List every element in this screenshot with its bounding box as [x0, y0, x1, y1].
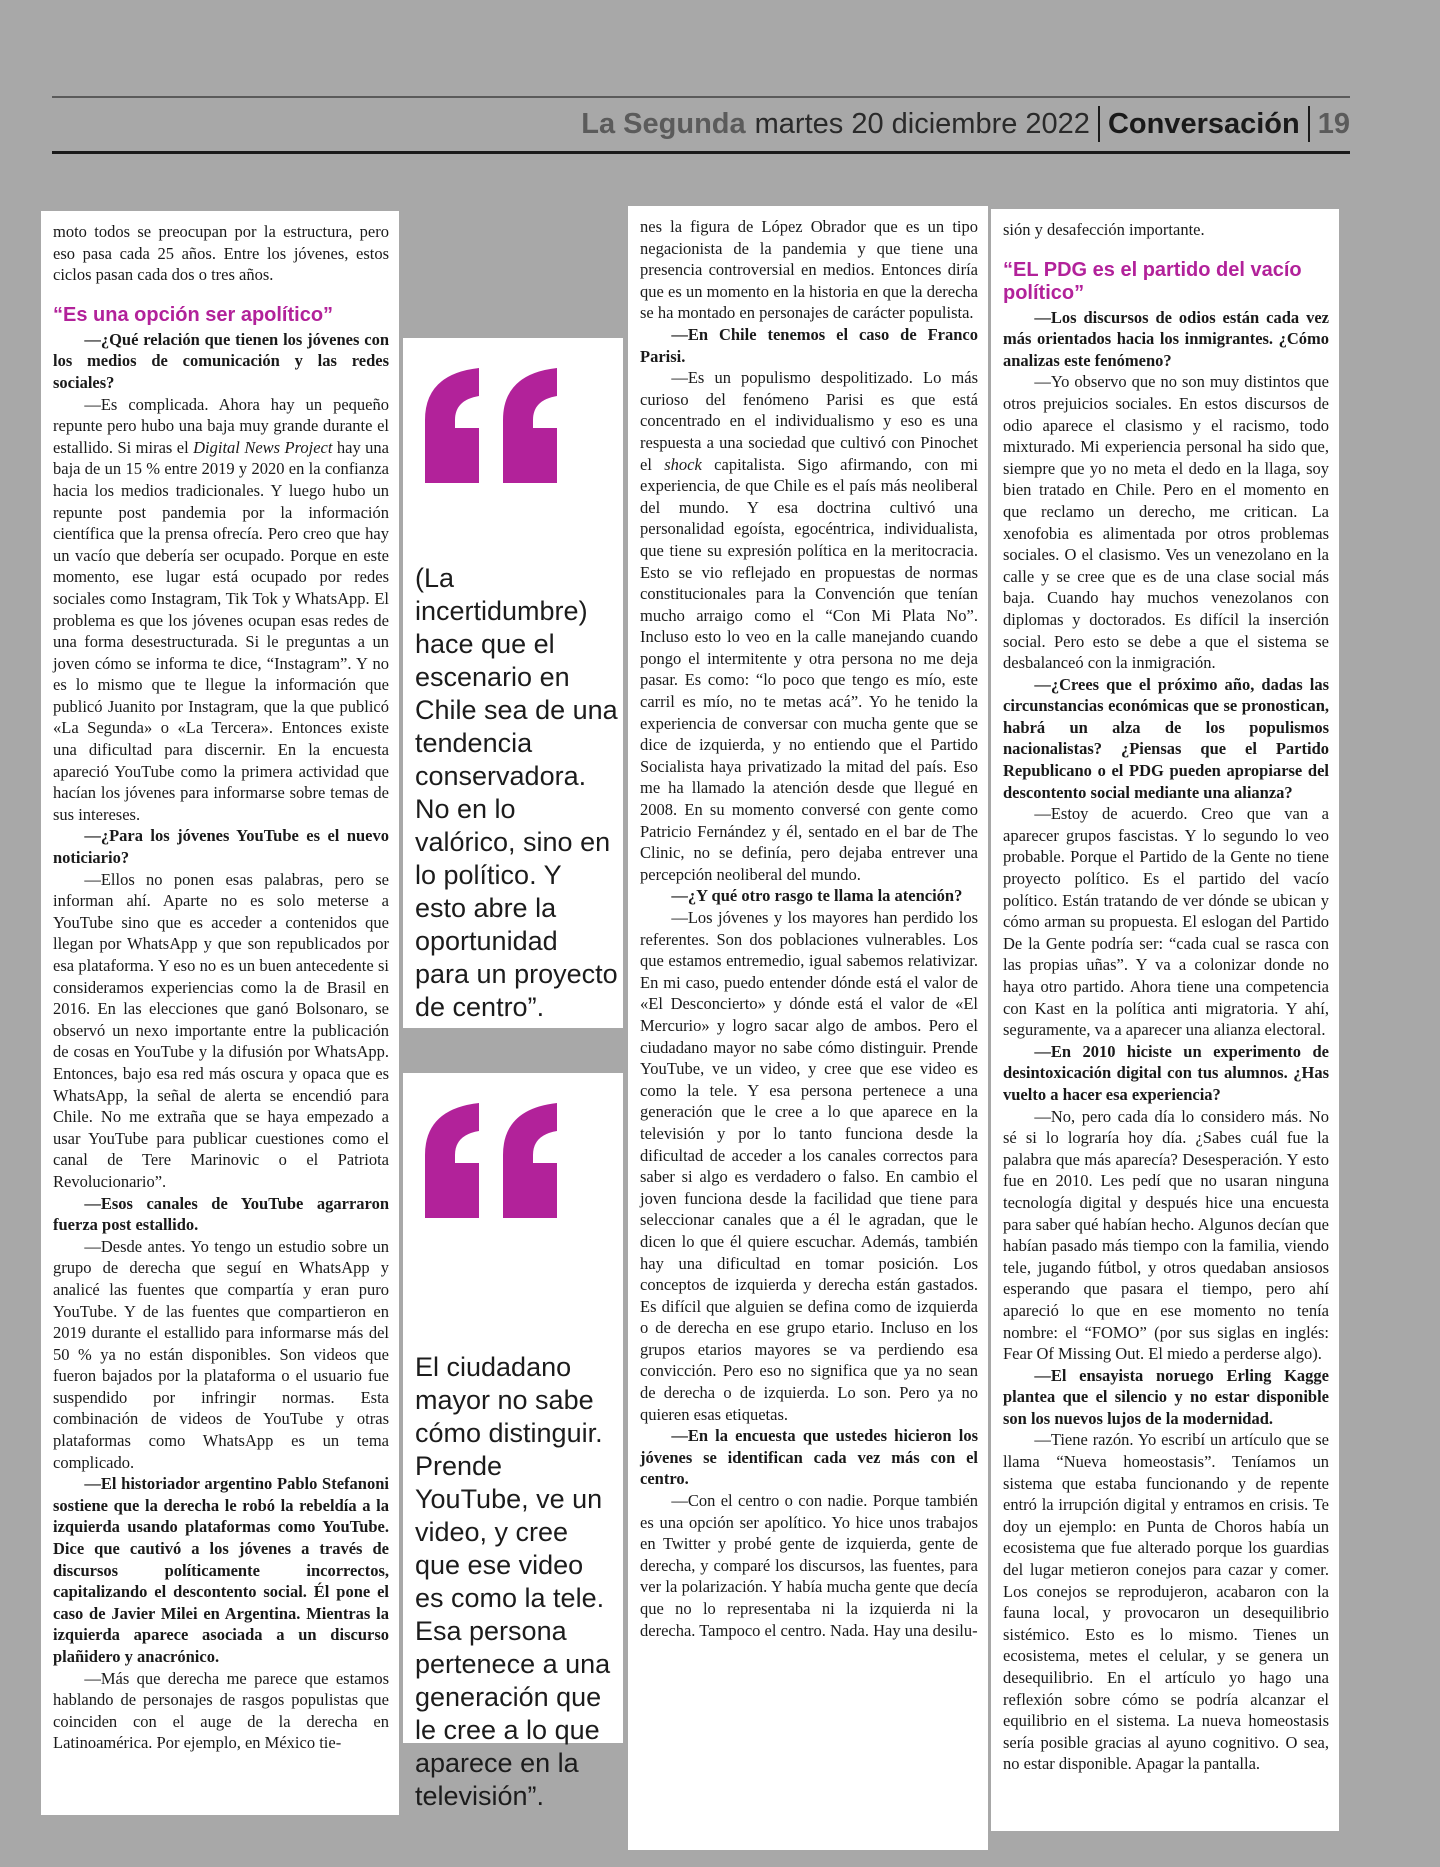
pull-quote-text: El ciudadano mayor no sabe cómo distinguir. Prende YouTube, ve un video, y cree que ese video es como la tele. Esa persona pertenece a una generación que le cree a lo que aparece en la televisión”. — [415, 1352, 611, 1811]
interview-answer: —No, pero cada día lo considero más. No sé si lo lograría hoy día. ¿Sabes cuál fue la palabra que más aparecía? Desesperación. Y esto fue en 2010. Les pedí que no usaran ninguna tecnología digital y después hice una encuesta para saber qué habían hecho. Algunos decían que habían pasado más tiempo con la familia, viendo tele, jugando fútbol, y otros quedaban ansiosos esperando que pasara el tiempo, pero ahí apareció lo que en ese momento no tenía nombre: el “FOMO” (por sus siglas en inglés: Fear Of Missing Out. El miedo a perderse algo). — [1003, 1106, 1329, 1364]
subheading: “Es una opción ser apolítico” — [53, 303, 334, 326]
interview-answer: —Es complicada. Ahora hay un pequeño repunte pero hubo una baja muy grande durante el estallido. Si miras el Digital News Project hay una baja de un 15 % entre 2019 y 2020 en la confianza hacia los medios tradicionales. Y luego hubo un repunte post pandemia por la información científica que la prensa ofrecía. Pero creo que hay un vacío que debería ser ocupado. Porque en este momento, ese lugar está ocupado por redes sociales como Instagram, Tik Tok y WhatsApp. El problema es que los jóvenes ocupan esas redes de una forma desestructurada. Si le preguntas a un joven cómo se informa te dice, “Instagram”. Y no es lo mismo que te llegue la información que publicó Juanito por Instagram, que la que publicó «La Segunda» o «La Tercera». Entonces existe una dificultad para discernir. En la encuesta apareció YouTube como la primera actividad que hacían los jóvenes para informarse sobre temas de sus intereses. — [53, 394, 389, 824]
interview-question: —En la encuesta que ustedes hicieron los jóvenes se identifican cada vez más con el centro. — [640, 1426, 978, 1489]
interview-answer: —Yo observo que no son muy distintos que otros prejuicios sociales. En estos discursos de odio aparece el clasismo y el racismo, todo mixturado. Mi experiencia personal ha sido que, siempre que yo no meta el dedo en la llaga, soy bien tratado en Chile. Pero en el momento en que reclamo un derecho, me critican. La xenofobia es alimentada por otros problemas sociales. O el clasismo. Ves un venezolano en la calle y se cree que es de una clase social más baja. Cuando hay muchos venezolanos con diplomas y doctorados. Es difícil la inserción social. Pero esto se debe a que el sistema se desbalanceó con la inmigración. — [1003, 372, 1329, 673]
interview-answer: —Tiene razón. Yo escribí un artículo que se llama “Nueva homeostasis”. Teníamos un sistema que estaba funcionando y de repente entró la irrupción digital y entramos en crisis. Te doy un ejemplo: en Punta de Choros había un ecosistema que fue alterado porque los guardias del lugar metieron conejos para cazar y comer. Los conejos se reprodujeron, acabaron con la fauna local, y provocaron un desequilibrio sistémico. Esto es lo mismo. Tienes un ecosistema, metes el celular, y se genera un desequilibrio. En el artículo yo hago una reflexión sobre cómo se podría alcanzar el equilibrio en el sistema. La nueva homeostasis sería posible gracias al ayuno cognitivo. O sea, no estar disponible. Apagar la pantalla. — [1003, 1430, 1329, 1774]
quote-mark-icon — [417, 358, 567, 488]
article-column-1 — [41, 211, 399, 1815]
article-column-4 — [991, 209, 1339, 1831]
interview-answer: —Más que derecha me parece que estamos hablando de personajes de rasgos populistas que coinciden con el auge de la derecha en Latinoamérica. Por ejemplo, en México tie- — [53, 1668, 389, 1753]
paragraph: nes la figura de López Obrador que es un tipo negacionista de la pandemia y que tiene una presencia controversial en medios. Entonces diría que es un momento en la historia en que la derecha se ha montado en personajes de carácter populista. — [640, 217, 978, 323]
interview-question: —Los discursos de odios están cada vez más orientados hacia los inmigrantes. ¿Cómo analizas este fenómeno? — [1003, 307, 1329, 370]
interview-question: —¿Y qué otro rasgo te llama la atención? — [671, 886, 963, 906]
page-number: 19 — [1317, 107, 1350, 140]
paragraph: moto todos se preocupan por la estructura, pero eso pasa cada 25 años. Entre los jóvenes, estos ciclos pasan cada dos o tres años. — [53, 222, 389, 285]
interview-question: —Esos canales de YouTube agarraron fuerza post estallido. — [53, 1193, 389, 1235]
subheading: “EL PDG es el partido del vacío político” — [1003, 258, 1302, 304]
interview-answer: —Los jóvenes y los mayores han perdido los referentes. Son dos poblaciones vulnerables. Los que estamos entremedio, igual sabemos relativizar. En mi caso, puedo entender dónde está el valor de «El Desconcierto» y dónde está el valor de «El Mercurio» y logro sacar algo de ambos. Pero el ciudadano mayor no sabe cómo distinguir. Prende YouTube, ve un video, y cree que ese video es como la tele. Y esa persona pertenece a una generación que le cree a lo que aparece en la televisión y por lo tanto funciona desde la dificultad de acceder a los canales correctos para saber si algo es verdadero o falso. En cambio el joven funciona desde la facilidad que tiene para seleccionar canales que a él le agradan, que le dicen lo que él quiere escuchar. Además, también hay una dificultad en tomar posición. Los conceptos de izquierda y derecha están gastados. Es difícil que alguien se defina como de izquierda o de derecha en ese grupo etario. Incluso en los grupos etarios mayores se va perdiendo esa convicción. Pero eso no significa que ya no sean de derecha o de izquierda. Lo son. Pero ya no quieren esas etiquetas. — [640, 908, 978, 1424]
interview-question: —El ensayista noruego Erling Kagge plantea que el silencio y no estar disponible son los nuevos lujos de la modernidad. — [1003, 1365, 1329, 1428]
interview-question: —¿Para los jóvenes YouTube es el nuevo noticiario? — [53, 826, 389, 868]
pull-quote-2 — [403, 1073, 623, 1811]
interview-question: —En 2010 hiciste un experimento de desintoxicación digital con tus alumnos. ¿Has vuelto a hacer esa experiencia? — [1003, 1041, 1329, 1104]
interview-answer: —Estoy de acuerdo. Creo que van a aparecer grupos fascistas. Y lo segundo lo veo probable. Porque el Partido de la Gente no tiene proyecto político. Es el partido del vacío político. Están tratando de ver dónde se ubican y cómo arman su propuesta. El eslogan del Partido De la Gente podría ser: “cada cual se rasca con las propias uñas”. Y va a colonizar donde no haya otro partido. Ahora tiene una competencia con Kast en la política anti migratoria. Y ahí, seguramente, va a aparecer una alianza electoral. — [1003, 804, 1329, 1040]
section-name: Conversación — [1107, 107, 1300, 140]
paragraph: sión y desafección importante. — [1003, 220, 1205, 239]
pull-quote-text: (La incertidumbre) hace que el escenario en Chile sea de una tendencia conservadora. No en lo valórico, sino en lo político. Y esto abre la oportunidad para un proyecto de centro”. — [415, 563, 618, 1022]
masthead-divider — [1308, 106, 1310, 142]
interview-answer: —Ellos no ponen esas palabras, pero se informan ahí. Aparte no es solo meterse a YouTube sino que es acceder a contenidos que llegan por WhatsApp y que son republicados por esa plataforma. Y eso no es un buen antecedente si consideramos experiencias como la de Brasil en 2016. En las elecciones que ganó Bolsonaro, se observó un nexo importante entre la publicación de cosas en YouTube y la difusión por WhatsApp. Entonces, bajo esa red más oscura y opaca que es WhatsApp, la señal de alerta se encendió para Chile. No me extraña que se haya empezado a usar YouTube para publicar cuestiones como el canal de Tere Marinovic o el Patriota Revolucionario”. — [53, 869, 389, 1191]
masthead-divider — [1098, 106, 1100, 142]
quote-mark-icon — [417, 1093, 567, 1223]
interview-question: —El historiador argentino Pablo Stefanoni sostiene que la derecha le robó la rebeldía a la izquierda usando plataformas como YouTube. Dice que cautivó a los jóvenes a través de discursos políticamente incorrectos, capitalizando el descontento social. Él pone el caso de Javier Milei en Argentina. Mientras la izquierda aparece asociada a un discurso plañidero y anacrónico. — [53, 1474, 389, 1666]
masthead — [581, 104, 1350, 144]
issue-date: martes 20 diciembre 2022 — [754, 107, 1090, 140]
pull-quote-1 — [403, 338, 623, 1028]
interview-answer: —Con el centro o con nadie. Porque también es una opción ser apolítico. Yo hice unos trabajos en Twitter y probé gente de izquierda, gente de derecha, y comparé los discursos, las fuentes, para ver la polarización. Y había mucha gente que decía que no lo representaba ni la izquierda ni la derecha. Tampoco el centro. Nada. Hay una desilu- — [640, 1491, 978, 1640]
interview-answer: —Desde antes. Yo tengo un estudio sobre un grupo de derecha que seguí en WhatsApp y analicé las fuentes que compartía y eran puro YouTube. Y de las fuentes que compartieron en 2019 durante el estallido para informarse más del 50 % ya no están disponibles. Son videos que fueron bajados por la plataforma o el usuario fue suspendido por infringir normas. Esta combinación de videos de YouTube y otras plataformas como WhatsApp es un tema complicado. — [53, 1236, 389, 1472]
header-rule-bottom — [52, 151, 1350, 154]
newspaper-name: La Segunda — [581, 107, 746, 140]
header-rule-top — [52, 96, 1350, 98]
interview-question: —¿Crees que el próximo año, dadas las circunstancias económicas que se pronostican, habrá un alza de los populismos nacionalistas? ¿Piensas que el Partido Republicano o el PDG pueden apropiarse del descontento social mediante una alianza? — [1003, 674, 1329, 802]
interview-question: —¿Qué relación que tienen los jóvenes con los medios de comunicación y las redes sociales? — [53, 329, 389, 392]
interview-question: —En Chile tenemos el caso de Franco Parisi. — [640, 324, 978, 366]
article-column-3 — [628, 206, 988, 1850]
interview-answer: —Es un populismo despolitizado. Lo más curioso del fenómeno Parisi es que está concentrado en el individualismo y eso es una respuesta a una sociedad que cultivó con Pinochet el shock capitalista. Sigo afirmando, con mi experiencia, de que Chile es el país más neoliberal del mundo. Y esa doctrina cultivó una personalidad egoísta, egocéntrica, individualista, que tiene su expresión política en la meritocracia. Esto se vio reflejado en propuestas de normas constitucionales para la Convención que tenían mucho arraigo como el “Con Mi Plata No”. Incluso esto lo veo en la calle manejando cuando pongo el intermitente y otra persona no me deja pasar. Es como: “lo poco que tengo es mío, este carril es mío, no te metas acá”. Yo he tenido la experiencia de conversar con mucha gente que se dice de izquierda, y no entiendo que el Partido Socialista haya privatizado la mitad del país. Eso me ha llamado la atención desde que llegué en 2008. En su momento conversé con gente como Patricio Fernández y él, sentado en el bar de The Clinic, no se definía, pero dejaba entrever una percepción neoliberal del mundo. — [640, 368, 978, 884]
